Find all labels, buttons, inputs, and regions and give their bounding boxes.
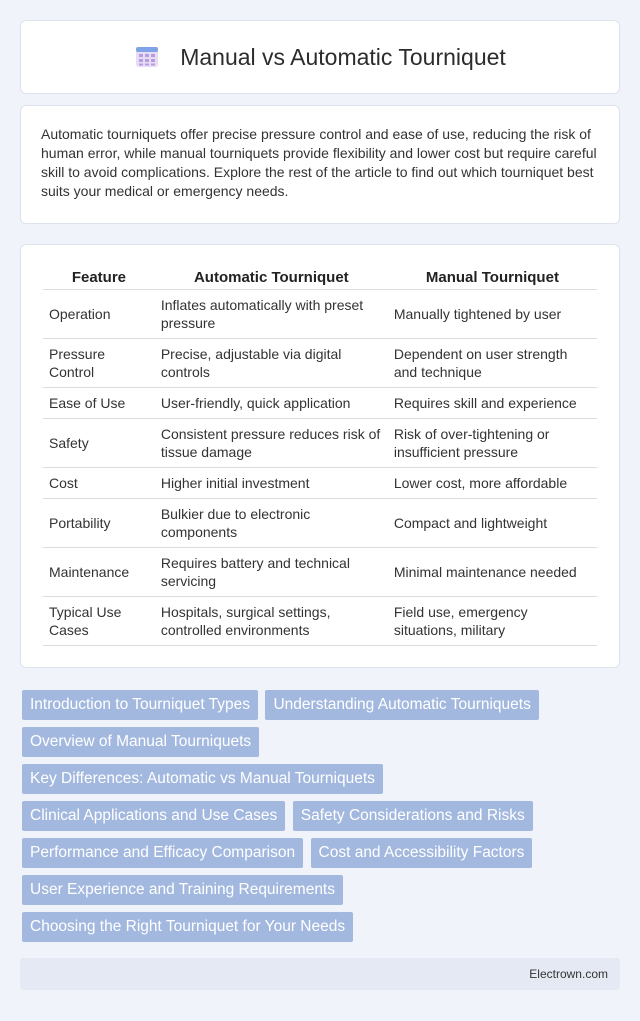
- manual-cell: Dependent on user strength and technique: [388, 338, 597, 387]
- table-row: [43, 418, 597, 467]
- automatic-cell: Consistent pressure reduces risk of tissue damage: [155, 418, 388, 467]
- header-feature: Feature: [43, 267, 155, 289]
- automatic-cell: Precise, adjustable via digital controls: [155, 338, 388, 387]
- automatic-cell: User-friendly, quick application: [155, 387, 388, 418]
- manual-cell: Risk of over-tightening or insufficient pressure: [388, 418, 597, 467]
- feature-cell: Maintenance: [43, 547, 155, 596]
- page-title: Manual vs Automatic Tourniquet: [180, 43, 506, 70]
- header-automatic: Automatic Tourniquet: [155, 267, 388, 289]
- topic-tag-clinical[interactable]: Clinical Applications and Use Cases: [22, 801, 285, 831]
- automatic-cell: Higher initial investment: [155, 467, 388, 498]
- manual-cell: Field use, emergency situations, military: [388, 596, 597, 645]
- manual-cell: Minimal maintenance needed: [388, 547, 597, 596]
- topic-tag-introduction[interactable]: Introduction to Tourniquet Types: [22, 690, 258, 720]
- feature-cell: Cost: [43, 467, 155, 498]
- automatic-cell: Inflates automatically with preset pressure: [155, 289, 388, 338]
- table-row: [43, 387, 597, 418]
- table-row: [43, 547, 597, 596]
- topic-tag-user-experience[interactable]: User Experience and Training Requirements: [22, 875, 343, 905]
- manual-cell: Requires skill and experience: [388, 387, 597, 418]
- comparison-table-card: [20, 244, 620, 668]
- intro-text: Automatic tourniquets offer precise pressure control and ease of use, reducing the risk of human error, while manual tourniquets provide flexibility and lower cost but require careful skill to avoid complications. Explore the rest of the article to find out which tourniquet best suits your medical or emergency needs.: [41, 126, 597, 199]
- table-icon: [134, 44, 160, 70]
- topic-tag-choosing[interactable]: Choosing the Right Tourniquet for Your Needs: [22, 912, 353, 942]
- footer-brand[interactable]: Electrown.com: [529, 967, 608, 981]
- title-card: [20, 20, 620, 94]
- table-row: [43, 338, 597, 387]
- automatic-cell: Hospitals, surgical settings, controlled environments: [155, 596, 388, 645]
- feature-cell: Safety: [43, 418, 155, 467]
- table-row: [43, 498, 597, 547]
- topic-tag-safety[interactable]: Safety Considerations and Risks: [293, 801, 533, 831]
- table-row: [43, 596, 597, 645]
- topic-tag-performance[interactable]: Performance and Efficacy Comparison: [22, 838, 303, 868]
- manual-cell: Compact and lightweight: [388, 498, 597, 547]
- table-header-row: [43, 267, 597, 289]
- header-manual: Manual Tourniquet: [388, 267, 597, 289]
- topic-tag-key-differences[interactable]: Key Differences: Automatic vs Manual Tourniquets: [22, 764, 383, 794]
- feature-cell: Ease of Use: [43, 387, 155, 418]
- table-row: [43, 289, 597, 338]
- automatic-cell: Requires battery and technical servicing: [155, 547, 388, 596]
- topic-tag-manual[interactable]: Overview of Manual Tourniquets: [22, 727, 259, 757]
- automatic-cell: Bulkier due to electronic components: [155, 498, 388, 547]
- feature-cell: Typical Use Cases: [43, 596, 155, 645]
- feature-cell: Portability: [43, 498, 155, 547]
- topic-tag-cost[interactable]: Cost and Accessibility Factors: [311, 838, 533, 868]
- intro-card: [20, 105, 620, 224]
- feature-cell: Operation: [43, 289, 155, 338]
- comparison-table: [43, 267, 597, 646]
- topic-tag-automatic[interactable]: Understanding Automatic Tourniquets: [265, 690, 538, 720]
- table-row: [43, 467, 597, 498]
- footer: [20, 958, 620, 990]
- feature-cell: Pressure Control: [43, 338, 155, 387]
- manual-cell: Lower cost, more affordable: [388, 467, 597, 498]
- topic-tags: [22, 690, 622, 949]
- manual-cell: Manually tightened by user: [388, 289, 597, 338]
